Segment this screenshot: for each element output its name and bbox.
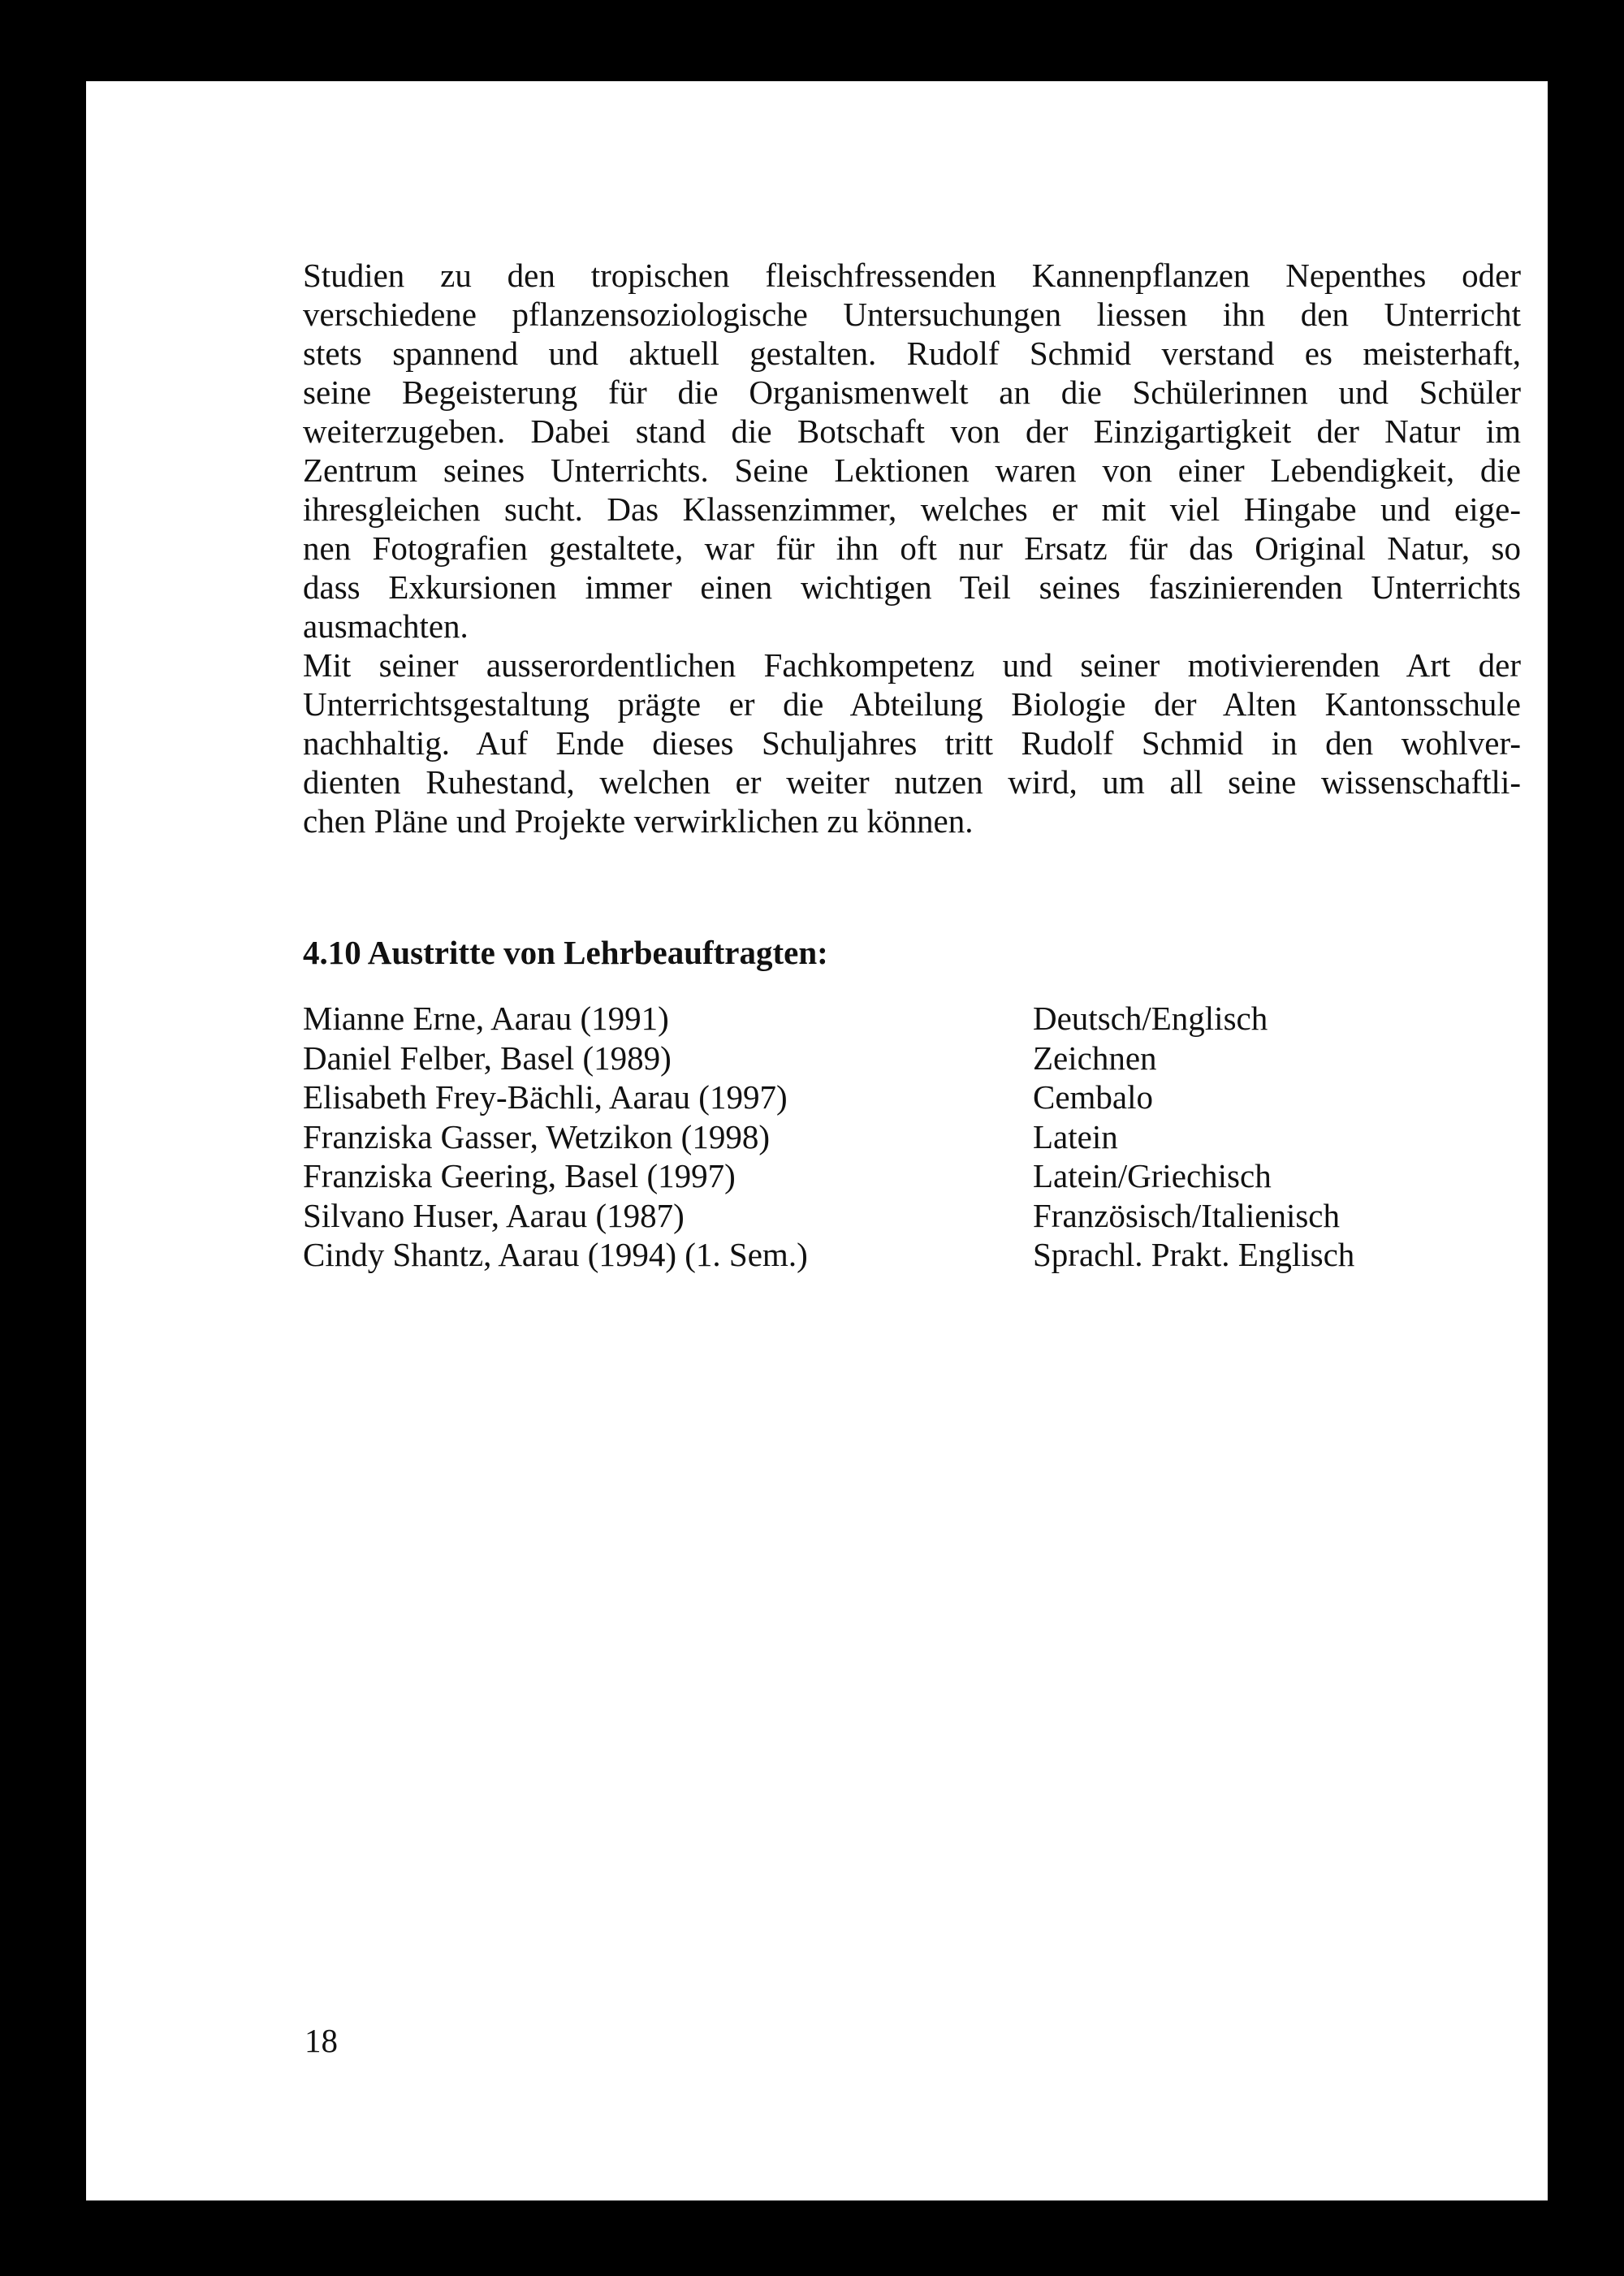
staff-subject: Sprachl. Prakt. Englisch — [1033, 1236, 1355, 1273]
list-item — [303, 1196, 1521, 1236]
staff-subject: Zeichnen — [1033, 1039, 1157, 1077]
list-item — [303, 1117, 1521, 1157]
text-line: seine Begeisterung für die Organismenwelt an die Schülerinnen und Schüler — [303, 374, 1521, 411]
page-number: 18 — [304, 2022, 338, 2059]
text-line: stets spannend und aktuell gestalten. Rudolf Schmid verstand es meisterhaft, — [303, 335, 1521, 372]
staff-name: Cindy Shantz, Aarau (1994) (1. Sem.) — [303, 1236, 808, 1273]
text-line: dienten Ruhestand, welchen er weiter nutzen wird, um all seine wissenschaftli- — [303, 763, 1521, 801]
list-item — [303, 1235, 1521, 1275]
staff-subject: Latein — [1033, 1117, 1118, 1155]
staff-name: Silvano Huser, Aarau (1987) — [303, 1196, 685, 1234]
text-line: nachhaltig. Auf Ende dieses Schuljahres tritt Rudolf Schmid in den wohlver- — [303, 724, 1521, 762]
text-line: chen Pläne und Projekte verwirklichen zu können. — [303, 802, 974, 840]
section-heading: 4.10 Austritte von Lehrbeauftragten: — [303, 934, 828, 971]
staff-name: Franziska Geering, Basel (1997) — [303, 1157, 736, 1194]
staff-subject: Deutsch/Englisch — [1033, 1000, 1268, 1037]
document-page — [86, 81, 1548, 2200]
staff-name: Daniel Felber, Basel (1989) — [303, 1039, 672, 1077]
staff-subject: Cembalo — [1033, 1078, 1154, 1116]
list-item — [303, 999, 1521, 1039]
body-paragraph-1 — [303, 256, 1521, 646]
list-item — [303, 1156, 1521, 1196]
list-item — [303, 1039, 1521, 1078]
text-line: Studien zu den tropischen fleischfressenden Kannenpflanzen Nepenthes oder — [303, 257, 1521, 294]
text-line: Mit seiner ausserordentlichen Fachkompetenz und seiner motivierenden Art der — [303, 646, 1521, 684]
staff-name: Franziska Gasser, Wetzikon (1998) — [303, 1117, 770, 1155]
staff-subject: Französisch/Italienisch — [1033, 1196, 1341, 1234]
text-line: dass Exkursionen immer einen wichtigen Teil seines faszinierenden Unterrichts — [303, 568, 1521, 606]
staff-name: Mianne Erne, Aarau (1991) — [303, 1000, 669, 1037]
text-line: ausmachten. — [303, 607, 469, 645]
staff-subject: Latein/Griechisch — [1033, 1157, 1272, 1194]
staff-name: Elisabeth Frey-Bächli, Aarau (1997) — [303, 1078, 788, 1116]
staff-list — [303, 999, 1521, 1275]
text-line: nen Fotografien gestaltete, war für ihn oft nur Ersatz für das Original Natur, so — [303, 529, 1521, 567]
text-line: verschiedene pflanzensoziologische Untersuchungen liessen ihn den Unterricht — [303, 296, 1521, 333]
body-paragraph-2 — [303, 646, 1521, 840]
text-line: Zentrum seines Unterrichts. Seine Lektionen waren von einer Lebendigkeit, die — [303, 451, 1521, 489]
text-line: ihresgleichen sucht. Das Klassenzimmer, welches er mit viel Hingabe und eige- — [303, 490, 1521, 528]
list-item — [303, 1078, 1521, 1117]
text-line: Unterrichtsgestaltung prägte er die Abteilung Biologie der Alten Kantonsschule — [303, 685, 1521, 723]
text-line: weiterzugeben. Dabei stand die Botschaft von der Einzigartigkeit der Natur im — [303, 412, 1521, 450]
